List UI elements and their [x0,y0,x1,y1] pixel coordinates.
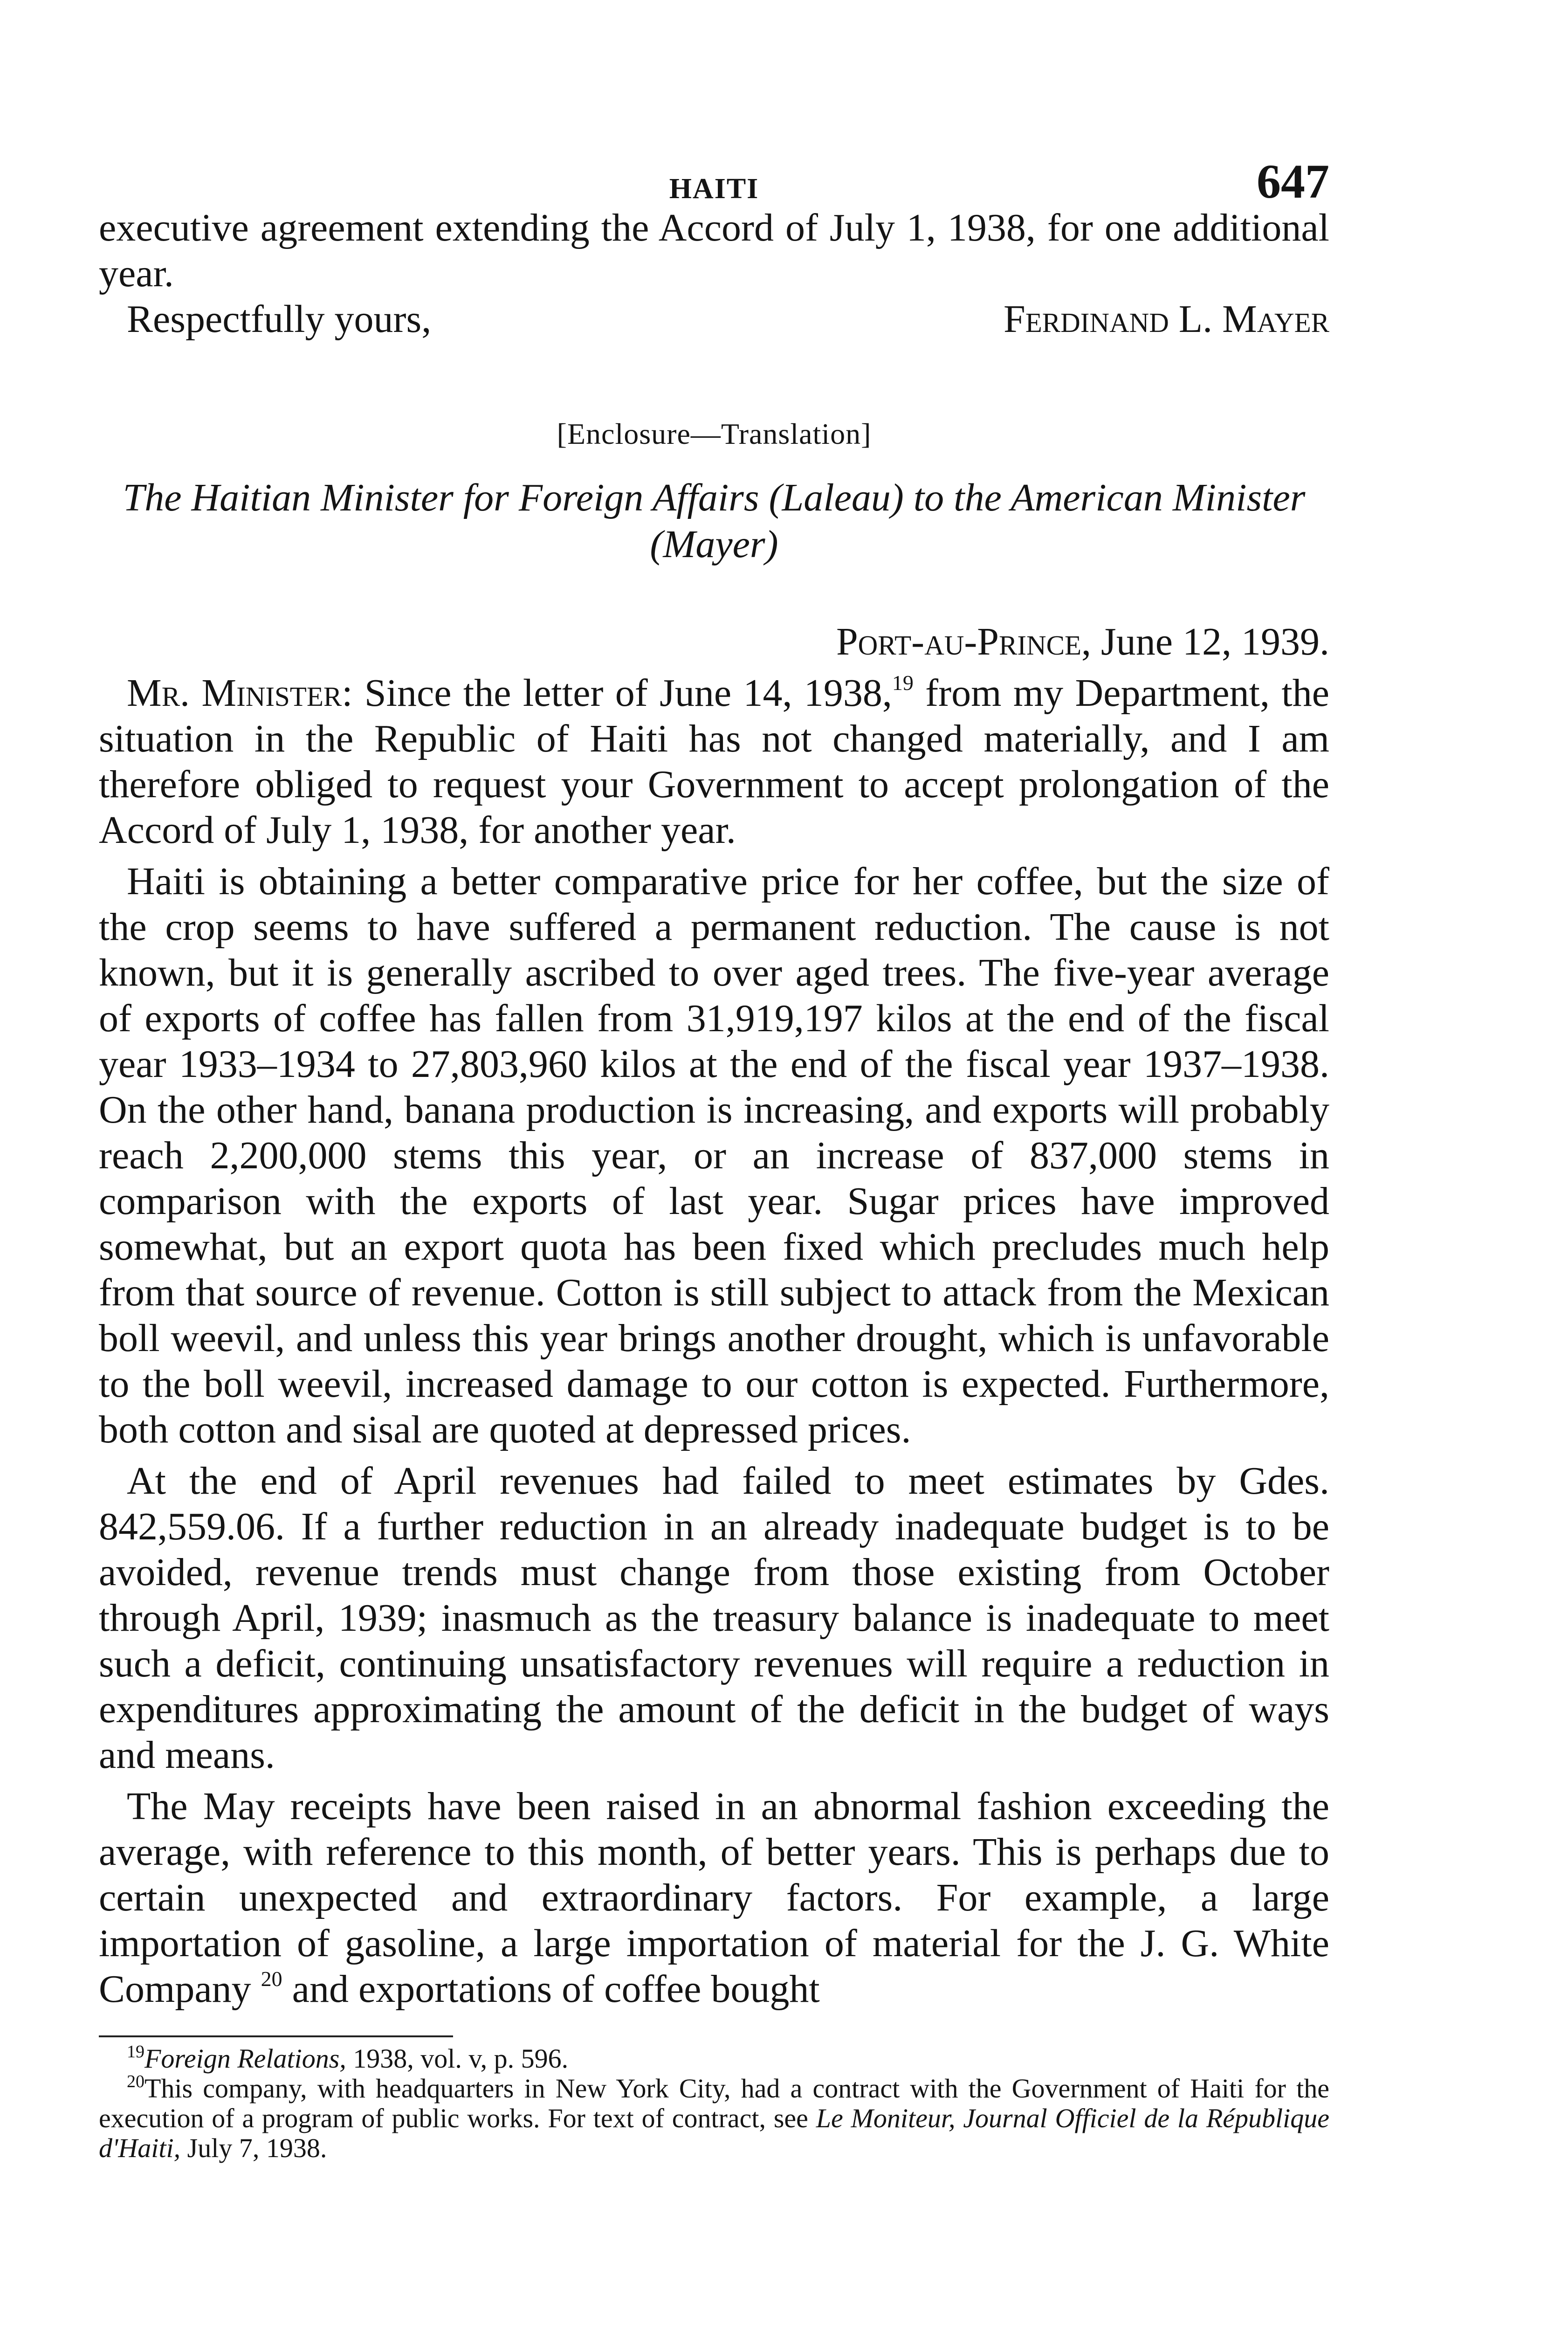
running-title: HAITI [669,173,759,205]
salutation: Mr. Minister: [127,671,353,715]
signature: Ferdinand L. Mayer [1004,297,1329,341]
footnote-ref-20: 20 [261,1967,282,1991]
footnote-20-text: This company, with headquarters in New York City, had a contract with the Government of Haiti for the execution of a program of public works. For text of contract, see [99,2073,1329,2133]
dateline [99,619,1329,665]
footnote-20-italic: Le Moniteur, Journal Officiel de la République d'Haiti, [99,2103,1329,2163]
paragraph-1-text-a: Since the letter of June 14, 1938, [352,671,892,715]
footnote-19-mark: 19 [127,2042,144,2062]
document-title: The Haitian Minister for Foreign Affairs (Laleau) to the American Minister (Mayer) [123,476,1306,566]
footnote-divider [99,2035,453,2037]
document-page [99,154,1329,2163]
enclosure-label: [Enclosure—Translation] [557,417,872,450]
paragraph-1 [99,670,1329,853]
footnote-ref-19: 19 [892,671,914,695]
footnote-20-text-end: July 7, 1938. [180,2133,327,2163]
closing-row [99,297,1329,342]
paragraph-4 [99,1784,1329,2012]
footnote-19-text: 1938, vol. v, p. 596. [346,2043,569,2074]
paragraph-1-text-b: from my Department, the situation in the Republic of Haiti has not changed materially, and I am therefore obliged to request your Government to accept prolongation of the Accord of July 1, 1938, for another year. [99,671,1329,852]
paragraph-4-text-a: The May receipts have been raised in an abnormal fashion exceeding the average, with reference to this month, of better years. This is perhaps due to certain unexpected and extraordinary factors. For example, a large importation of gasoline, a large importation of material for the J. G. White Company [99,1785,1329,2011]
page-number: 647 [1257,155,1329,208]
letter-continuation: executive agreement extending the Accord of July 1, 1938, for one additional year. [99,206,1329,295]
paragraph-3: At the end of April revenues had failed to meet estimates by Gdes. 842,559.06. If a further reduction in an already inadequate budget is to be avoided, revenue trends must change from those existing from October through April, 1939; inasmuch as the treasury balance is inadequate to meet such a deficit, continuing unsatisfactory revenues will require a reduction in expenditures approximating the amount of the deficit in the budget of ways and means. [99,1459,1329,1777]
paragraph-4-text-b: and exportations of coffee bought [282,1967,820,2011]
dateline-date: June 12, 1939. [1101,620,1329,663]
running-header [99,154,1329,208]
footnote-19-italic: Foreign Relations, [144,2043,346,2074]
footnote-20-mark: 20 [127,2072,144,2091]
complimentary-close: Respectfully yours, [127,297,432,341]
paragraph-2: Haiti is obtaining a better comparative price for her coffee, but the size of the crop seems to have suffered a permanent reduction. The cause is not known, but it is generally ascribed to over aged trees. The five-year average of exports of coffee has fallen from 31,919,197 kilos at the end of the fiscal year 1933–1934 to 27,803,960 kilos at the end of the fiscal year 1937–1938. On the other hand, banana production is increasing, and exports will probably reach 2,200,000 stems this year, or an increase of 837,000 stems in comparison with the exports of last year. Sugar prices have improved somewhat, but an export quota has been fixed which precludes much help from that source of revenue. Cotton is still subject to attack from the Mexican boll weevil, and unless this year brings another drought, which is unfavorable to the boll weevil, increased damage to our cotton is expected. Furthermore, both cotton and sisal are quoted at depressed prices. [99,860,1329,1451]
footnote-20 [99,2074,1329,2163]
footnote-19 [99,2044,1329,2074]
dateline-place: Port-au-Prince, [836,620,1092,663]
